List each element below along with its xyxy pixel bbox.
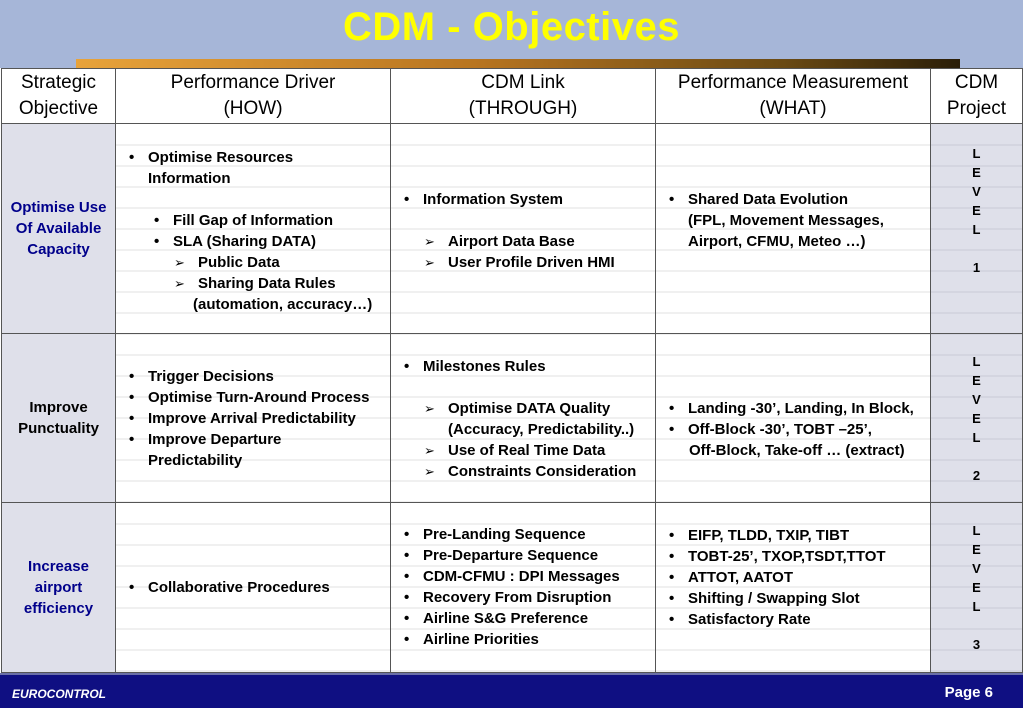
list-item: • Trigger Decisions [116, 366, 390, 387]
project-letter: L [972, 599, 981, 614]
project-cell [931, 503, 1023, 673]
header-text: Performance Driver [170, 72, 336, 93]
header-strategic-objective [2, 69, 116, 124]
page-number: Page 6 [944, 684, 993, 701]
list-item: • Fill Gap of Information [116, 210, 390, 231]
list-item: • Shared Data Evolution [656, 189, 930, 210]
project-letter: L [972, 523, 981, 538]
project-letter: E [972, 165, 981, 180]
header-performance-measurement [656, 69, 931, 124]
project-letter: E [972, 203, 981, 218]
project-letter: V [972, 561, 981, 576]
driver-cell [116, 334, 391, 503]
list-item: • Improve Departure [116, 429, 390, 450]
project-letter: E [972, 542, 981, 557]
table-row [2, 334, 1023, 503]
list-item: • EIFP, TLDD, TXIP, TIBT [656, 525, 930, 546]
list-item: • Optimise Turn-Around Process [116, 387, 390, 408]
project-letter: L [972, 222, 981, 237]
header-text: Objective [18, 98, 99, 119]
table-row [2, 503, 1023, 673]
objective-text: Increase [28, 558, 89, 575]
project-letter: L [972, 354, 981, 369]
header-text: Strategic [21, 72, 96, 93]
list-item: • Milestones Rules [391, 356, 655, 377]
project-letter: L [972, 146, 981, 161]
objective-cell [2, 334, 116, 503]
list-item-continuation: Information [148, 170, 231, 187]
objective-text: Optimise Use [10, 199, 107, 216]
list-item: ➢ Sharing Data Rules [116, 273, 390, 294]
project-cell [931, 124, 1023, 334]
list-item: • SLA (Sharing DATA) [116, 231, 390, 252]
table-header-row [2, 69, 1023, 124]
list-item: • CDM-CFMU : DPI Messages [391, 566, 655, 587]
list-item: • Satisfactory Rate [656, 609, 930, 630]
objective-text: airport [34, 579, 83, 596]
footer-organization: EUROCONTROL [12, 687, 106, 701]
table-row [2, 124, 1023, 334]
list-item-continuation: Off-Block, Take-off … (extract) [689, 442, 905, 459]
project-letter: V [972, 392, 981, 407]
objective-text: Punctuality [18, 420, 99, 437]
header-cdm-project [931, 69, 1023, 124]
project-letter: V [972, 184, 981, 199]
measurement-cell [656, 124, 931, 334]
list-item: • Shifting / Swapping Slot [656, 588, 930, 609]
list-item: ➢ Public Data [116, 252, 390, 273]
project-letter: E [972, 373, 981, 388]
list-item: • Landing -30’, Landing, In Block, [656, 398, 930, 419]
objective-cell [2, 503, 116, 673]
objective-text: Of Available [15, 220, 102, 237]
list-item: • Optimise Resources [116, 147, 390, 168]
header-text: (WHAT) [759, 98, 827, 119]
project-spacer [931, 447, 1022, 466]
list-item-continuation: Airport, CFMU, Meteo …) [688, 233, 866, 250]
list-item-continuation: Predictability [148, 452, 243, 469]
header-text: CDM [954, 72, 999, 93]
objective-cell [2, 124, 116, 334]
project-letter: E [972, 411, 981, 426]
project-level-number: 2 [972, 468, 981, 483]
header-text: (HOW) [223, 98, 283, 119]
objectives-table [1, 68, 1023, 673]
list-item-continuation: (Accuracy, Predictability..) [448, 421, 635, 438]
list-item: • TOBT-25’, TXOP,TSDT,TTOT [656, 546, 930, 567]
project-cell [931, 334, 1023, 503]
link-cell [391, 503, 656, 673]
footer-bar [0, 675, 1023, 708]
project-letter: L [972, 430, 981, 445]
list-item: • Pre-Departure Sequence [391, 545, 655, 566]
header-text: (THROUGH) [468, 98, 578, 119]
measurement-cell [656, 334, 931, 503]
page-title: CDM - Objectives [343, 5, 680, 49]
spacer [391, 377, 655, 398]
header-text: Performance Measurement [677, 72, 909, 93]
project-spacer [931, 616, 1022, 635]
header-performance-driver [116, 69, 391, 124]
objective-text: efficiency [23, 600, 94, 617]
list-item: ➢ Constraints Consideration [391, 461, 655, 482]
header-text: CDM Link [481, 72, 565, 93]
list-item: • Information System [391, 189, 655, 210]
list-item: • Recovery From Disruption [391, 587, 655, 608]
link-cell [391, 124, 656, 334]
list-item: • Collaborative Procedures [116, 577, 390, 598]
spacer [116, 189, 390, 210]
driver-cell [116, 503, 391, 673]
header-cdm-link [391, 69, 656, 124]
measurement-cell [656, 503, 931, 673]
objective-text: Improve [29, 399, 88, 416]
title-header [0, 0, 1023, 68]
project-level-number: 3 [972, 637, 981, 652]
list-item: • Airline Priorities [391, 629, 655, 650]
list-item: ➢ Airport Data Base [391, 231, 655, 252]
link-cell [391, 334, 656, 503]
list-item: • Improve Arrival Predictability [116, 408, 390, 429]
list-item-continuation: (automation, accuracy…) [193, 296, 373, 313]
list-item: ➢ User Profile Driven HMI [391, 252, 655, 273]
spacer [391, 210, 655, 231]
driver-cell [116, 124, 391, 334]
list-item: • Pre-Landing Sequence [391, 524, 655, 545]
project-letter: E [972, 580, 981, 595]
project-spacer [931, 239, 1022, 258]
title-underline-bar [76, 59, 960, 68]
list-item: • Airline S&G Preference [391, 608, 655, 629]
objective-text: Capacity [27, 241, 90, 258]
list-item: • ATTOT, AATOT [656, 567, 930, 588]
project-level-number: 1 [972, 260, 981, 275]
header-text: Project [946, 98, 1007, 119]
list-item: ➢ Use of Real Time Data [391, 440, 655, 461]
list-item: • Off-Block -30’, TOBT –25’, [656, 419, 930, 440]
list-item: ➢ Optimise DATA Quality [391, 398, 655, 419]
list-item-continuation: (FPL, Movement Messages, [688, 212, 884, 229]
